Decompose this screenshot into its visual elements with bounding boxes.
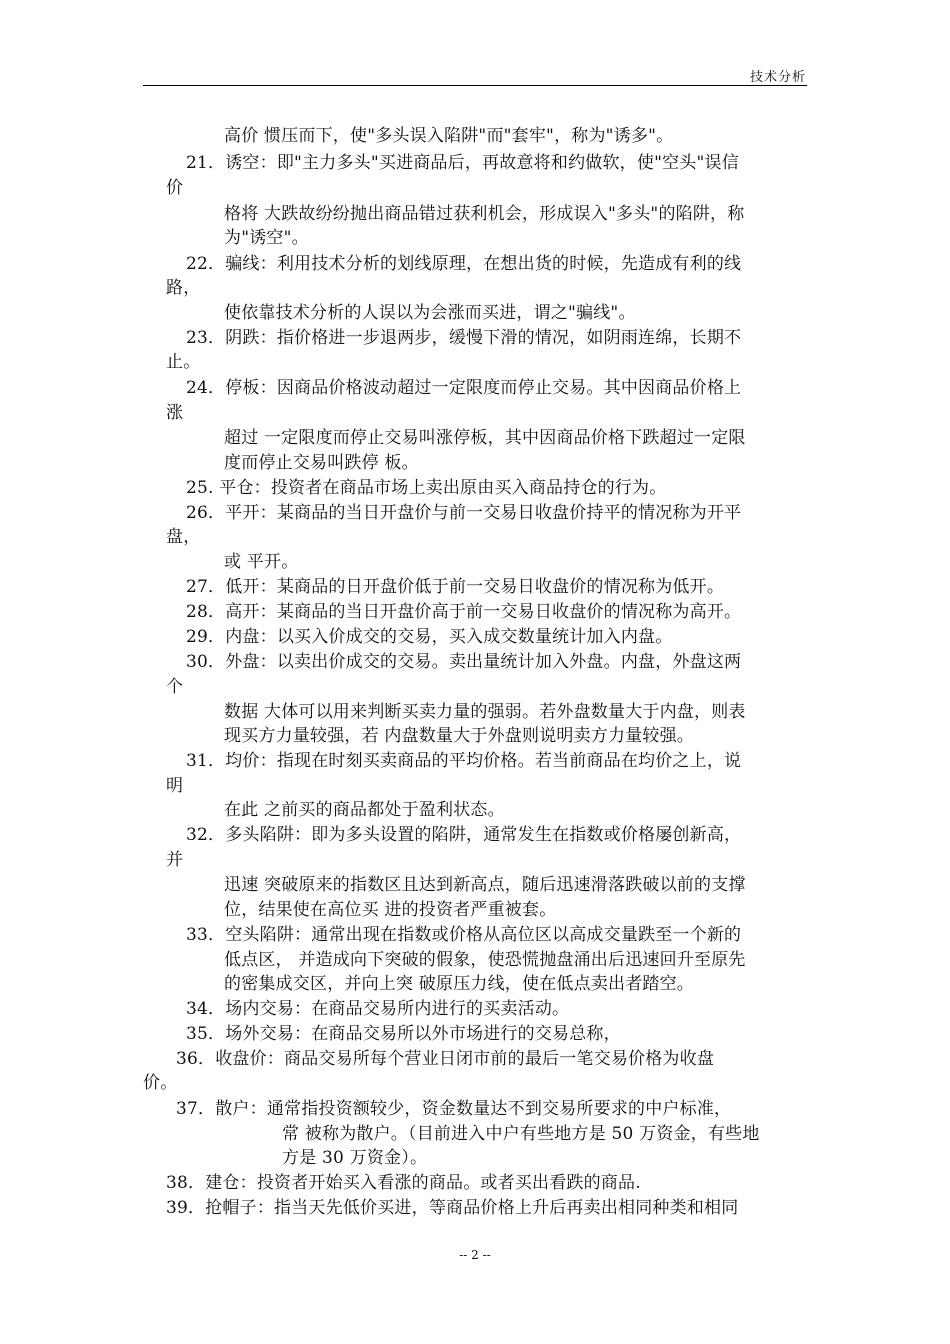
text-line: 或 平开。 bbox=[224, 552, 299, 572]
text-line: 24．停板：因商品价格波动超过一定限度而停止交易。其中因商品价格上 bbox=[186, 378, 742, 398]
text-line: 涨 bbox=[166, 403, 184, 423]
running-header: 技术分析 bbox=[749, 70, 806, 85]
text-line: 价。 bbox=[143, 1073, 178, 1093]
text-line: 低点区， 并造成向下突破的假象，使恐慌抛盘涌出后迅速回升至原先 bbox=[224, 950, 746, 970]
text-line: 31．均价：指现在时刻买卖商品的平均价格。若当前商品在均价之上，说 bbox=[186, 751, 742, 771]
text-line: 23．阴跌：指价格进一步退两步，缓慢下滑的情况，如阴雨连绵，长期不 bbox=[186, 328, 742, 348]
text-line: 高价 惯压而下，使"多头误入陷阱"而"套牢"，称为"诱多"。 bbox=[224, 126, 674, 146]
text-line: 39．抢帽子：指当天先低价买进，等商品价格上升后再卖出相同种类和相同 bbox=[166, 1198, 739, 1218]
text-line: 38．建仓：投资者开始买入看涨的商品。或者买出看跌的商品. bbox=[166, 1173, 641, 1193]
text-line: 33．空头陷阱：通常出现在指数或价格从高位区以高成交量跌至一个新的 bbox=[186, 925, 742, 945]
text-line: 34．场内交易：在商品交易所内进行的买卖活动。 bbox=[186, 999, 570, 1019]
text-line: 29．内盘：以买入价成交的交易，买入成交数量统计加入内盘。 bbox=[186, 627, 673, 647]
text-line: 25. 平仓：投资者在商品市场上卖出原由买入商品持仓的行为。 bbox=[186, 478, 667, 498]
text-line: 常 被称为散户。（目前进入中户有些地方是 50 万资金，有些地 bbox=[282, 1124, 760, 1144]
header-rule bbox=[143, 85, 807, 86]
text-line: 数据 大体可以用来判断买卖力量的强弱。若外盘数量大于内盘，则表 bbox=[224, 702, 746, 722]
text-line: 格将 大跌故纷纷抛出商品错过获利机会，形成误入"多头"的陷阱，称 bbox=[224, 204, 745, 224]
text-line: 个 bbox=[166, 677, 184, 697]
text-line: 36．收盘价：商品交易所每个营业日闭市前的最后一笔交易价格为收盘 bbox=[176, 1049, 715, 1069]
text-line: 28．高开：某商品的当日开盘价高于前一交易日收盘价的情况称为高开。 bbox=[186, 602, 742, 622]
text-line: 现买方力量较强，若 内盘数量大于外盘则说明卖方力量较强。 bbox=[224, 726, 695, 746]
text-line: 32．多头陷阱：即为多头设置的陷阱，通常发生在指数或价格屡创新高， bbox=[186, 825, 742, 845]
text-line: 度而停止交易叫跌停 板。 bbox=[224, 453, 419, 473]
text-line: 为"诱空"。 bbox=[224, 228, 309, 248]
text-line: 27．低开：某商品的日开盘价低于前一交易日收盘价的情况称为低开。 bbox=[186, 577, 725, 597]
text-line: 使依靠技术分析的人误以为会涨而买进，谓之"骗线"。 bbox=[224, 303, 636, 323]
text-line: 26．平开：某商品的当日开盘价与前一交易日收盘价持平的情况称为开平 bbox=[186, 503, 742, 523]
text-line: 21．诱空：即"主力多头"买进商品后，再故意将和约做软，使"空头"误信 bbox=[186, 153, 739, 173]
page-number: -- 2 -- bbox=[459, 1248, 491, 1262]
text-line: 迅速 突破原来的指数区且达到新高点，随后迅速滑落跌破以前的支撑 bbox=[224, 875, 746, 895]
text-line: 并 bbox=[166, 850, 184, 870]
text-line: 35．场外交易：在商品交易所以外市场进行的交易总称， bbox=[186, 1024, 621, 1044]
text-line: 方是 30 万资金）。 bbox=[282, 1148, 428, 1168]
text-line: 37．散户：通常指投资额较少，资金数量达不到交易所要求的中户标准， bbox=[176, 1099, 732, 1119]
text-line: 的密集成交区，并向上突 破原压力线，使在低点卖出者踏空。 bbox=[224, 974, 695, 994]
text-line: 盘， bbox=[166, 527, 201, 547]
text-line: 位，结果使在高位买 进的投资者严重被套。 bbox=[224, 900, 557, 920]
text-line: 在此 之前买的商品都处于盈利状态。 bbox=[224, 800, 505, 820]
text-line: 超过 一定限度而停止交易叫涨停板，其中因商品价格下跌超过一定限 bbox=[224, 428, 746, 448]
text-line: 22．骗线：利用技术分析的划线原理，在想出货的时候，先造成有利的线 bbox=[186, 254, 742, 274]
text-line: 价 bbox=[166, 178, 184, 198]
text-line: 明 bbox=[166, 776, 184, 796]
text-line: 路， bbox=[166, 278, 201, 298]
text-line: 30．外盘：以卖出价成交的交易。卖出量统计加入外盘。内盘，外盘这两 bbox=[186, 652, 742, 672]
text-line: 止。 bbox=[166, 352, 201, 372]
